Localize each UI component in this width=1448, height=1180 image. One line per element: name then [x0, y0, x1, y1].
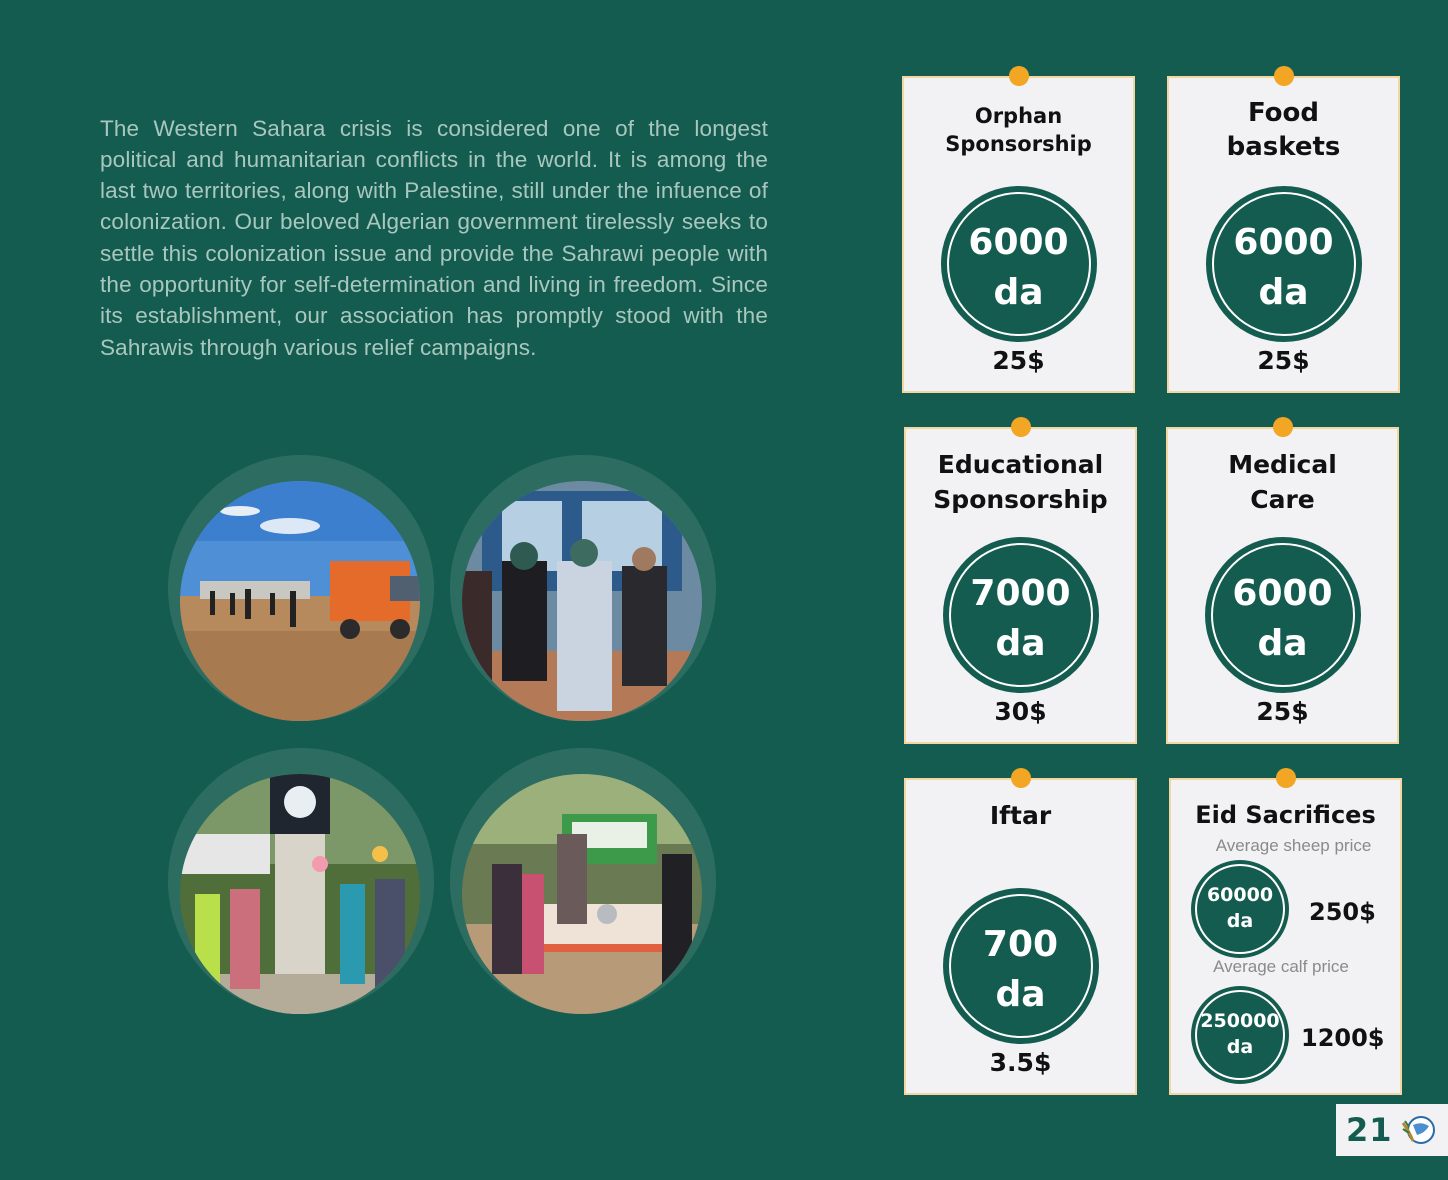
card-title-line: Iftar — [989, 801, 1052, 830]
page-number: 21 — [1346, 1111, 1393, 1149]
card-title — [906, 447, 1135, 517]
price-circle — [941, 186, 1097, 342]
card-orphan-sponsorship — [902, 76, 1135, 393]
price-unit: da — [995, 623, 1046, 664]
photo-people — [462, 481, 702, 721]
calf-price-circle — [1191, 986, 1289, 1084]
intro-paragraph: The Western Sahara crisis is considered one of the longest political and humanitarian conflicts in the world. It is among the last two territories, along with Palestine, still under the infuence of colonization. Our beloved Algerian government tirelessly seeks to settle this colonization issue and provide the Sahrawi people with the opportunity for self-determination and living in freedom. Since its establishment, our association has promptly stood with the Sahrawis through various relief campaigns. — [100, 115, 768, 360]
usd-price: 3.5$ — [989, 1048, 1052, 1077]
usd-price: 25$ — [1256, 697, 1309, 726]
sheep-price-circle — [1191, 860, 1289, 958]
pin-icon — [1276, 768, 1296, 788]
price-unit: da — [995, 974, 1046, 1015]
card-title — [906, 798, 1135, 833]
card-title — [1169, 96, 1398, 164]
card-title-line: Educational — [937, 450, 1104, 479]
price-amount: 700 — [982, 924, 1059, 965]
price-unit: da — [1258, 272, 1309, 313]
photo-water-children — [180, 774, 420, 1014]
pin-icon — [1009, 66, 1029, 86]
card-title-line: Medical — [1228, 450, 1337, 479]
price-amount: 6000 — [968, 222, 1069, 263]
pin-icon — [1011, 768, 1031, 788]
price-amount: 6000 — [1232, 573, 1333, 614]
photo-frame-well — [450, 748, 716, 1014]
price-unit: da — [993, 272, 1044, 313]
price-circle — [943, 537, 1099, 693]
globe-logo-icon — [1399, 1113, 1437, 1147]
price-amount: 7000 — [970, 573, 1071, 614]
usd-price: 25$ — [1257, 346, 1310, 375]
price-circle — [943, 888, 1099, 1044]
card-title-line: Sponsorship — [945, 132, 1092, 156]
pin-icon — [1273, 417, 1293, 437]
calf-price-label: Average calf price — [1213, 957, 1349, 976]
photo-frame-people — [450, 455, 716, 721]
photo-trucks — [180, 481, 420, 721]
card-title-line: Care — [1250, 485, 1315, 514]
sheep-price-label: Average sheep price — [1215, 836, 1372, 855]
price-amount: 6000 — [1233, 222, 1334, 263]
price-circle — [1205, 537, 1361, 693]
pin-icon — [1011, 417, 1031, 437]
sheep-usd: 250$ — [1309, 898, 1376, 926]
card-title: Eid Sacrifices — [1195, 801, 1376, 829]
card-title — [1168, 447, 1397, 517]
card-eid-sacrifices — [1169, 778, 1402, 1095]
price-unit: da — [1257, 623, 1308, 664]
card-title — [904, 102, 1133, 158]
calf-usd: 1200$ — [1301, 1024, 1385, 1052]
usd-price: 30$ — [994, 697, 1047, 726]
card-iftar — [904, 778, 1137, 1095]
card-educational-sponsorship — [904, 427, 1137, 744]
card-medical-care — [1166, 427, 1399, 744]
pin-icon — [1274, 66, 1294, 86]
card-food-baskets — [1167, 76, 1400, 393]
card-title-line: Sponsorship — [933, 485, 1108, 514]
calf-amount: 250000 — [1200, 1010, 1280, 1032]
sheep-unit: da — [1226, 910, 1254, 932]
card-title-line: Orphan — [974, 104, 1063, 128]
card-title-line: Food — [1247, 98, 1320, 128]
sheep-amount: 60000 — [1206, 884, 1274, 906]
photo-well — [462, 774, 702, 1014]
card-title-line: baskets — [1226, 132, 1341, 162]
price-circle — [1206, 186, 1362, 342]
calf-unit: da — [1226, 1036, 1254, 1058]
usd-price: 25$ — [992, 346, 1045, 375]
photo-frame-water-children — [168, 748, 434, 1014]
page-number-badge — [1336, 1104, 1448, 1156]
photo-frame-trucks — [168, 455, 434, 721]
